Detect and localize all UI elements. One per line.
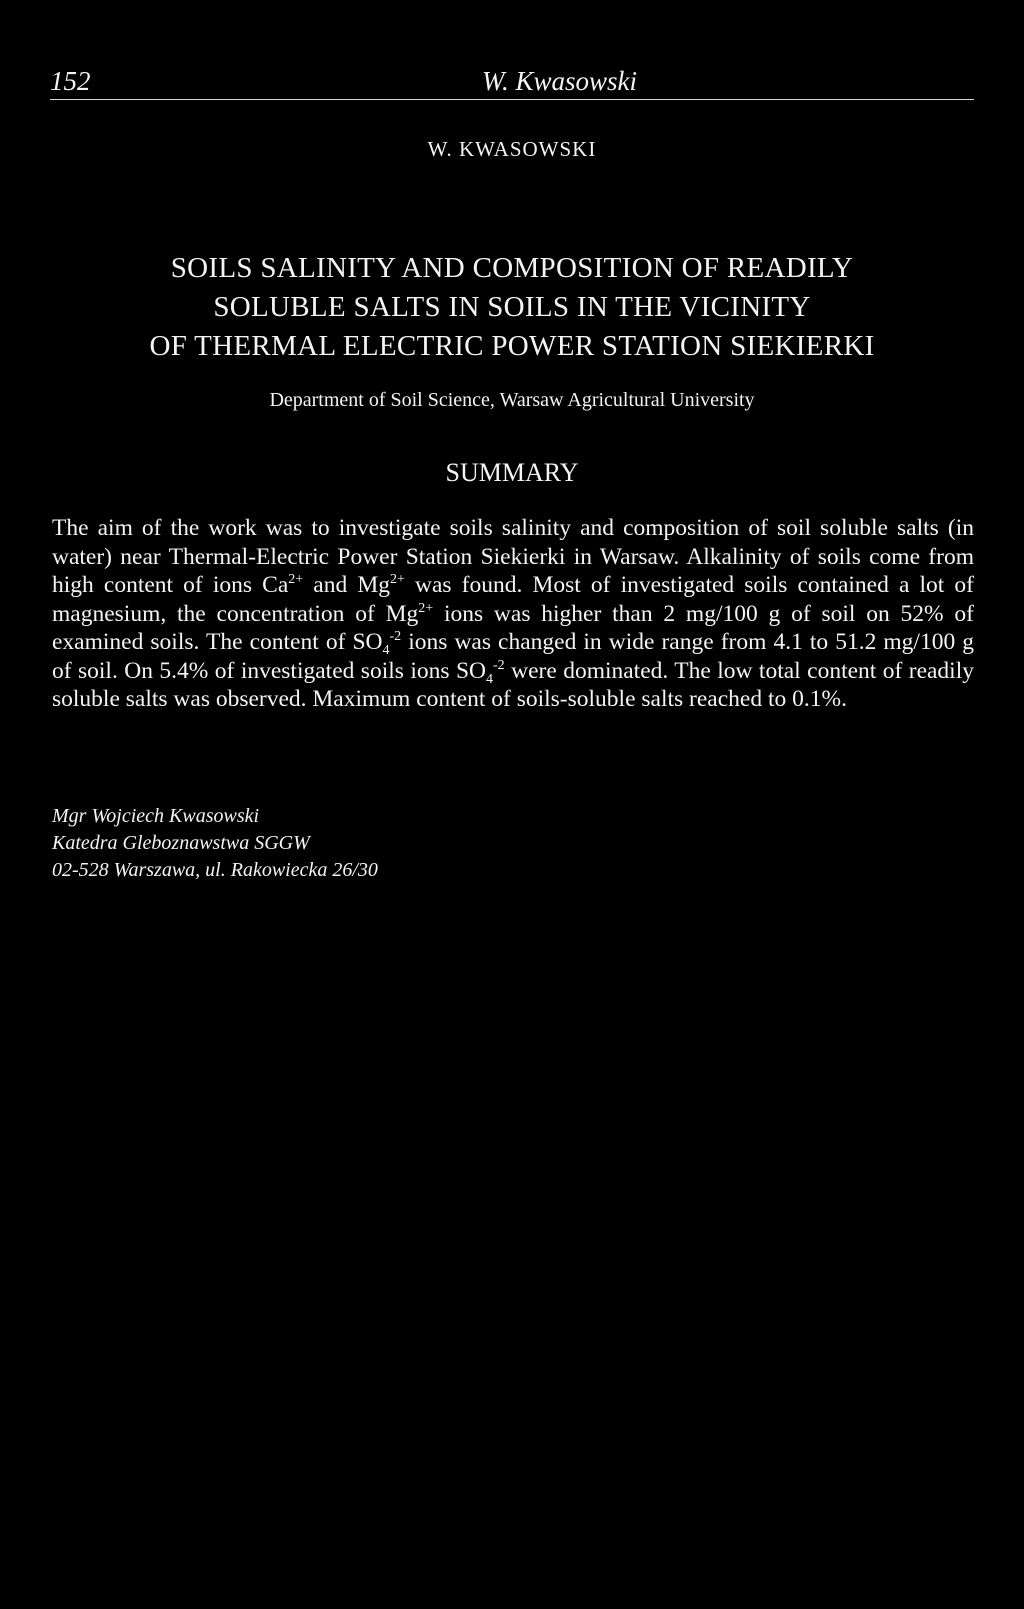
address-street: 02-528 Warszawa, ul. Rakowiecka 26/30 <box>52 859 378 881</box>
subscript: 4 <box>486 671 493 687</box>
address-department: Katedra Gleboznawstwa SGGW <box>52 832 310 854</box>
superscript: -2 <box>493 657 505 673</box>
title-line: OF THERMAL ELECTRIC POWER STATION SIEKIERKI <box>149 330 875 362</box>
summary-segment: were dominated. The low total content of readily soluble salts was observed. Maximum content of soils-soluble salts reached to 0.1%. <box>52 657 974 712</box>
summary-segment: ions was changed in wide range from 4.1 to 51.2 mg/100 g of soil. On 5.4% of investigated soils ions SO <box>52 629 974 684</box>
summary-text <box>52 514 974 714</box>
paper-title <box>60 249 964 366</box>
author-name: W. KWASOWSKI <box>427 137 597 161</box>
summary-segment: and Mg <box>303 572 390 598</box>
author-address <box>52 803 752 884</box>
running-title: W. Kwasowski <box>482 66 638 96</box>
summary-segment: The aim of the work was to investigate soils salinity and composition of soil soluble salts (in water) near Thermal-Electric Power Station Siekierki in Warsaw. Alkalinity of soils come from high content of ions Ca <box>52 515 974 598</box>
superscript: 2+ <box>418 600 434 616</box>
affiliation: Department of Soil Science, Warsaw Agricultural University <box>269 389 755 411</box>
subscript: 4 <box>382 643 390 658</box>
summary-segment: was found. Most of investigated soils contained a lot of magnesium, the concentration of Mg <box>52 572 974 627</box>
title-line: SOLUBLE SALTS IN SOILS IN THE VICINITY <box>213 291 811 323</box>
summary-segment: ions was higher than 2 mg/100 g of soil on 52% of examined soils. The content of SO <box>52 600 974 655</box>
summary-heading: SUMMARY <box>445 458 579 487</box>
title-line: SOILS SALINITY AND COMPOSITION OF READILY <box>170 252 854 284</box>
page-number: 152 <box>50 66 91 96</box>
header-rule <box>50 99 974 100</box>
superscript: 2+ <box>288 572 304 587</box>
superscript: 2+ <box>389 572 405 587</box>
superscript: -2 <box>389 629 402 644</box>
running-head <box>50 62 974 98</box>
address-name: Mgr Wojciech Kwasowski <box>52 805 260 827</box>
